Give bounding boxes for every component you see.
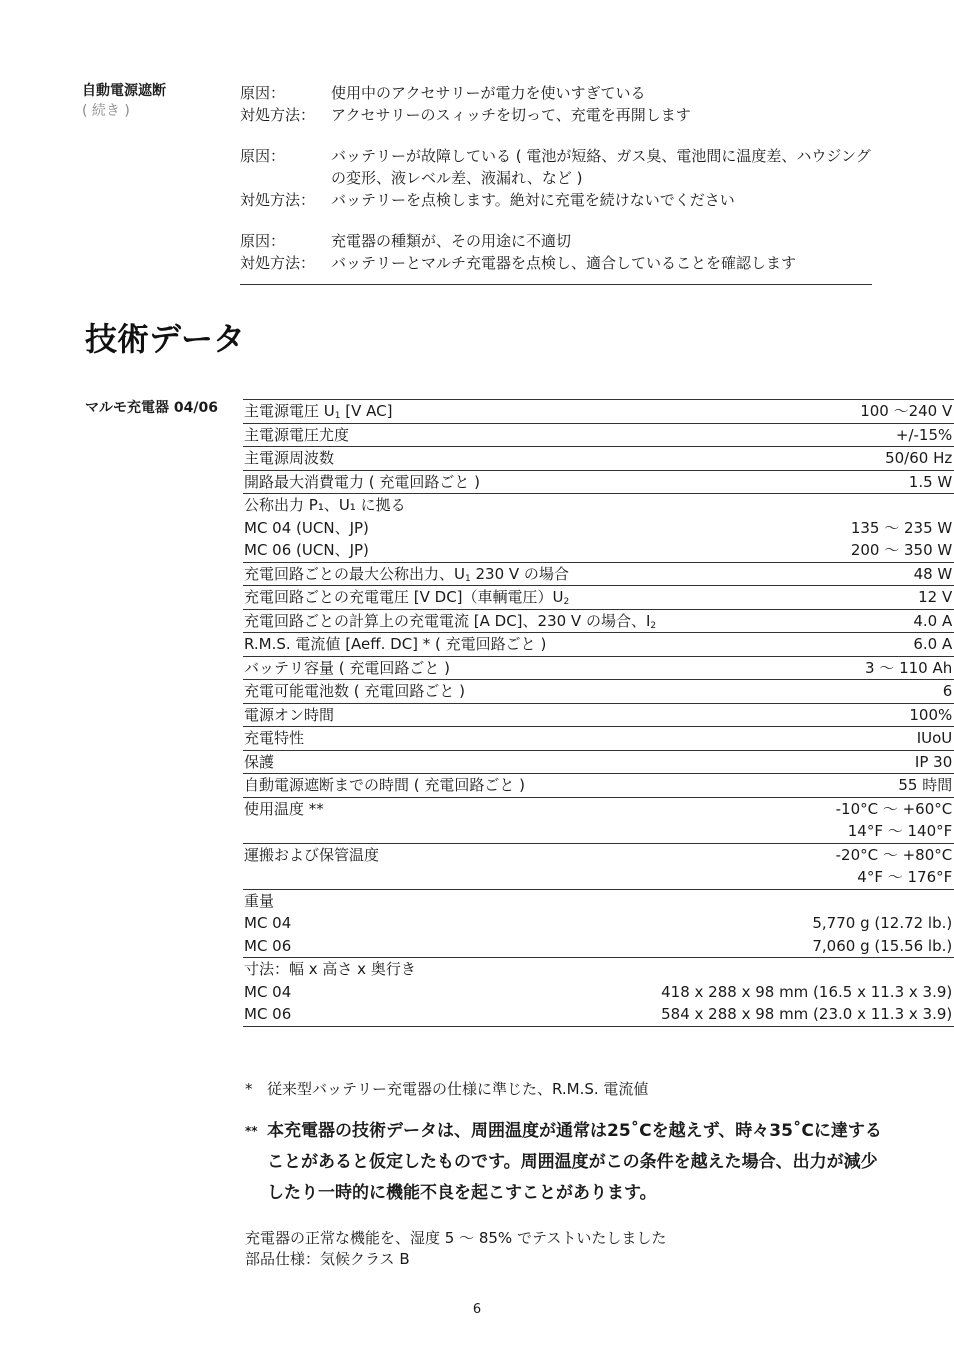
spec-label (243, 889, 660, 958)
spec-row (243, 423, 954, 447)
troubleshooting-list (240, 82, 872, 293)
spec-value (660, 958, 954, 1027)
divider (240, 284, 872, 285)
spec-row (243, 889, 954, 958)
spec-label-part: 充電回路ごとの充電電圧 [V DC]（車輌電圧）U (244, 588, 564, 606)
spec-value-line: 55 時間 (898, 776, 953, 794)
spec-label (243, 470, 660, 494)
spec-label-subscript: 1 (464, 573, 471, 584)
spec-row (243, 680, 954, 704)
trouble-row (240, 104, 872, 126)
spec-value (660, 494, 954, 563)
spec-value (660, 797, 954, 843)
spec-row (243, 586, 954, 610)
spec-value (660, 586, 954, 610)
spec-label-part: 充電回路ごとの最大公称出力、U (244, 564, 465, 583)
spec-label (243, 958, 660, 1027)
spec-value-line (661, 958, 952, 981)
footnote-1 (245, 1078, 648, 1099)
trouble-label: 原因： (240, 84, 286, 102)
spec-label-part: 主電源電圧尤度 (244, 425, 350, 444)
spec-label (243, 797, 660, 843)
spec-value-line: 5,770 g (12.72 lb.) (812, 914, 953, 932)
spec-label (243, 609, 660, 633)
spec-value (660, 727, 954, 751)
spec-label-line: MC 04 (244, 914, 292, 932)
spec-value-line: IP 30 (914, 752, 953, 771)
spec-label (243, 843, 660, 889)
spec-label (243, 447, 660, 471)
spec-value (660, 633, 954, 657)
spec-row (243, 727, 954, 751)
spec-value-line: -20°C ～ +80°C (835, 845, 953, 864)
spec-label (243, 633, 660, 657)
spec-value-line: 1.5 W (908, 472, 953, 491)
spec-value-line: 50/60 Hz (885, 449, 953, 467)
note-line: 充電器の正常な機能を、湿度 5 ～ 85% でテストいたしました (245, 1229, 667, 1247)
section-label: 自動電源遮断 (82, 83, 166, 99)
trouble-text: バッテリーとマルチ充電器を点検し、適合していることを確認します (331, 254, 797, 272)
spec-value-line: 14°F ～ 140°F (847, 822, 953, 840)
trouble-text: バッテリーを点検します。絶対に充電を続けないでください (331, 191, 735, 209)
spec-label-line: MC 04 (UCN、JP) (244, 518, 369, 537)
spec-label (243, 727, 660, 751)
section-label-continued: ( 続き ) (82, 103, 130, 119)
footnote-2 (245, 1116, 885, 1209)
spec-label-line: 公称出力 P₁、U₁ に拠る (244, 496, 406, 514)
page-number: 6 (472, 1302, 482, 1317)
spec-label-part: バッテリ容量 ( 充電回路ごと ) (244, 658, 451, 677)
spec-value-line: 7,060 g (15.56 lb.) (812, 936, 953, 955)
spec-label-line: MC 06 (244, 936, 292, 955)
spec-value-line (661, 494, 952, 517)
spec-row (243, 656, 954, 680)
spec-label-part: [V AC] (340, 402, 393, 420)
trouble-group (240, 82, 872, 126)
trouble-text: アクセサリーのスィッチを切って、充電を再開します (331, 106, 691, 124)
spec-value-line: +/-15% (895, 425, 953, 444)
spec-value (660, 400, 954, 424)
trouble-text: 使用中のアクセサリーが電力を使いすぎている (331, 84, 646, 102)
spec-value-line: 584 x 288 x 98 mm (23.0 x 11.3 x 3.9) (661, 1005, 953, 1023)
spec-label (243, 400, 660, 424)
spec-label (243, 586, 660, 610)
spec-row (243, 774, 954, 798)
spec-value-line: 48 W (913, 564, 953, 583)
product-label: マルモ充電器 04/06 (85, 400, 218, 416)
page-title: 技術データ (85, 320, 246, 358)
spec-label (243, 703, 660, 727)
trouble-label: 対処方法： (240, 254, 316, 272)
spec-label (243, 494, 660, 563)
trouble-label: 対処方法： (240, 191, 316, 209)
spec-label-part: 主電源周波数 (244, 449, 335, 467)
spec-value-line: 100% (909, 705, 953, 724)
spec-label-line: MC 06 (UCN、JP) (244, 541, 369, 559)
spec-value (660, 889, 954, 958)
spec-label-subscript: 2 (563, 597, 570, 607)
spec-value-line: 6 (942, 682, 953, 700)
trouble-row (240, 189, 872, 211)
spec-row (243, 494, 954, 563)
trouble-label: 原因： (240, 147, 286, 165)
spec-label-line: MC 06 (244, 1005, 292, 1023)
footnote-marker: ** (245, 1124, 258, 1138)
spec-row (243, 447, 954, 471)
footnote-text: 本充電器の技術データは、周囲温度が通常は25˚Cを越えず、時々35˚Cに達することがあると仮定したものです。周囲温度がこの条件を越えた場合、出力が減少したり一時的に機能不良を起こすことがあります。 (267, 1121, 882, 1203)
spec-value (660, 609, 954, 633)
trouble-label: 対処方法： (240, 106, 316, 124)
spec-label (243, 680, 660, 704)
spec-table (243, 399, 954, 1027)
spec-value-line: 135 ～ 235 W (850, 518, 953, 537)
spec-label-subscript: 1 (334, 411, 341, 421)
spec-label (243, 423, 660, 447)
spec-value-line (661, 890, 952, 913)
spec-label-part: 230 V の場合 (470, 564, 569, 583)
spec-row (243, 470, 954, 494)
spec-value-line: 418 x 288 x 98 mm (16.5 x 11.3 x 3.9) (661, 982, 953, 1001)
spec-label-part: 運搬および保管温度 (244, 845, 380, 864)
spec-label-line: 重量 (244, 891, 275, 910)
spec-row (243, 400, 954, 424)
spec-row (243, 958, 954, 1027)
trouble-row (240, 82, 872, 104)
test-notes (245, 1228, 666, 1270)
footnote-marker: * (245, 1080, 253, 1098)
spec-value-line: 12 V (918, 588, 953, 606)
spec-label-subscript: 2 (650, 620, 657, 631)
spec-label-part: 開路最大消費電力 ( 充電回路ごと ) (244, 472, 481, 491)
trouble-row (240, 252, 872, 274)
spec-label-part: 充電回路ごとの計算上の充電電流 [A DC]、230 V の場合、I (244, 611, 651, 630)
spec-row (243, 562, 954, 586)
spec-row (243, 703, 954, 727)
spec-row (243, 633, 954, 657)
spec-label-line: MC 04 (244, 982, 292, 1001)
spec-value-line: 3 ～ 110 Ah (865, 658, 953, 677)
trouble-row (240, 145, 872, 189)
spec-value (660, 423, 954, 447)
spec-value-line: 200 ～ 350 W (850, 541, 953, 559)
spec-value (660, 703, 954, 727)
spec-label-part: 電源オン時間 (244, 705, 335, 724)
spec-label (243, 562, 660, 586)
trouble-text: バッテリーが故障している ( 電池が短絡、ガス臭、電池間に温度差、ハウジングの変形、液レベル差、液漏れ、など ) (331, 147, 871, 187)
trouble-label: 原因： (240, 232, 286, 250)
spec-label-line: 寸法：幅 x 高さ x 奥行き (244, 960, 416, 978)
trouble-row (240, 230, 872, 252)
spec-label-part: R.M.S. 電流値 [Aeff. DC] * ( 充電回路ごと ) (244, 635, 547, 653)
spec-value (660, 680, 954, 704)
spec-label-part: 自動電源遮断までの時間 ( 充電回路ごと ) (244, 776, 526, 794)
spec-value-line: IUoU (916, 729, 953, 747)
spec-label (243, 656, 660, 680)
spec-label-part: 使用温度 ** (244, 799, 324, 818)
trouble-group (240, 230, 872, 274)
spec-label-part: 保護 (244, 752, 275, 771)
spec-row (243, 609, 954, 633)
spec-row (243, 843, 954, 889)
spec-value-line: 100 ～240 V (860, 402, 953, 420)
spec-label (243, 774, 660, 798)
spec-label-part: 充電特性 (244, 729, 305, 747)
spec-value-line: 6.0 A (913, 635, 953, 653)
spec-value (660, 470, 954, 494)
spec-value-line: 4.0 A (913, 611, 953, 630)
trouble-text: 充電器の種類が、その用途に不適切 (331, 232, 572, 250)
spec-value-line: -10°C ～ +60°C (835, 799, 953, 818)
note-line: 部品仕様：気候クラス B (245, 1250, 410, 1268)
spec-value (660, 562, 954, 586)
spec-row (243, 797, 954, 843)
spec-value-line: 4°F ～ 176°F (857, 868, 953, 886)
spec-label-part: 主電源電圧 U (244, 402, 335, 420)
spec-value (660, 843, 954, 889)
spec-label-part: 充電可能電池数 ( 充電回路ごと ) (244, 682, 466, 700)
spec-value (660, 656, 954, 680)
spec-value (660, 774, 954, 798)
spec-row (243, 750, 954, 774)
spec-value (660, 750, 954, 774)
footnote-text: 従来型バッテリー充電器の仕様に準じた、R.M.S. 電流値 (267, 1080, 649, 1098)
trouble-group (240, 145, 872, 211)
spec-label (243, 750, 660, 774)
spec-value (660, 447, 954, 471)
